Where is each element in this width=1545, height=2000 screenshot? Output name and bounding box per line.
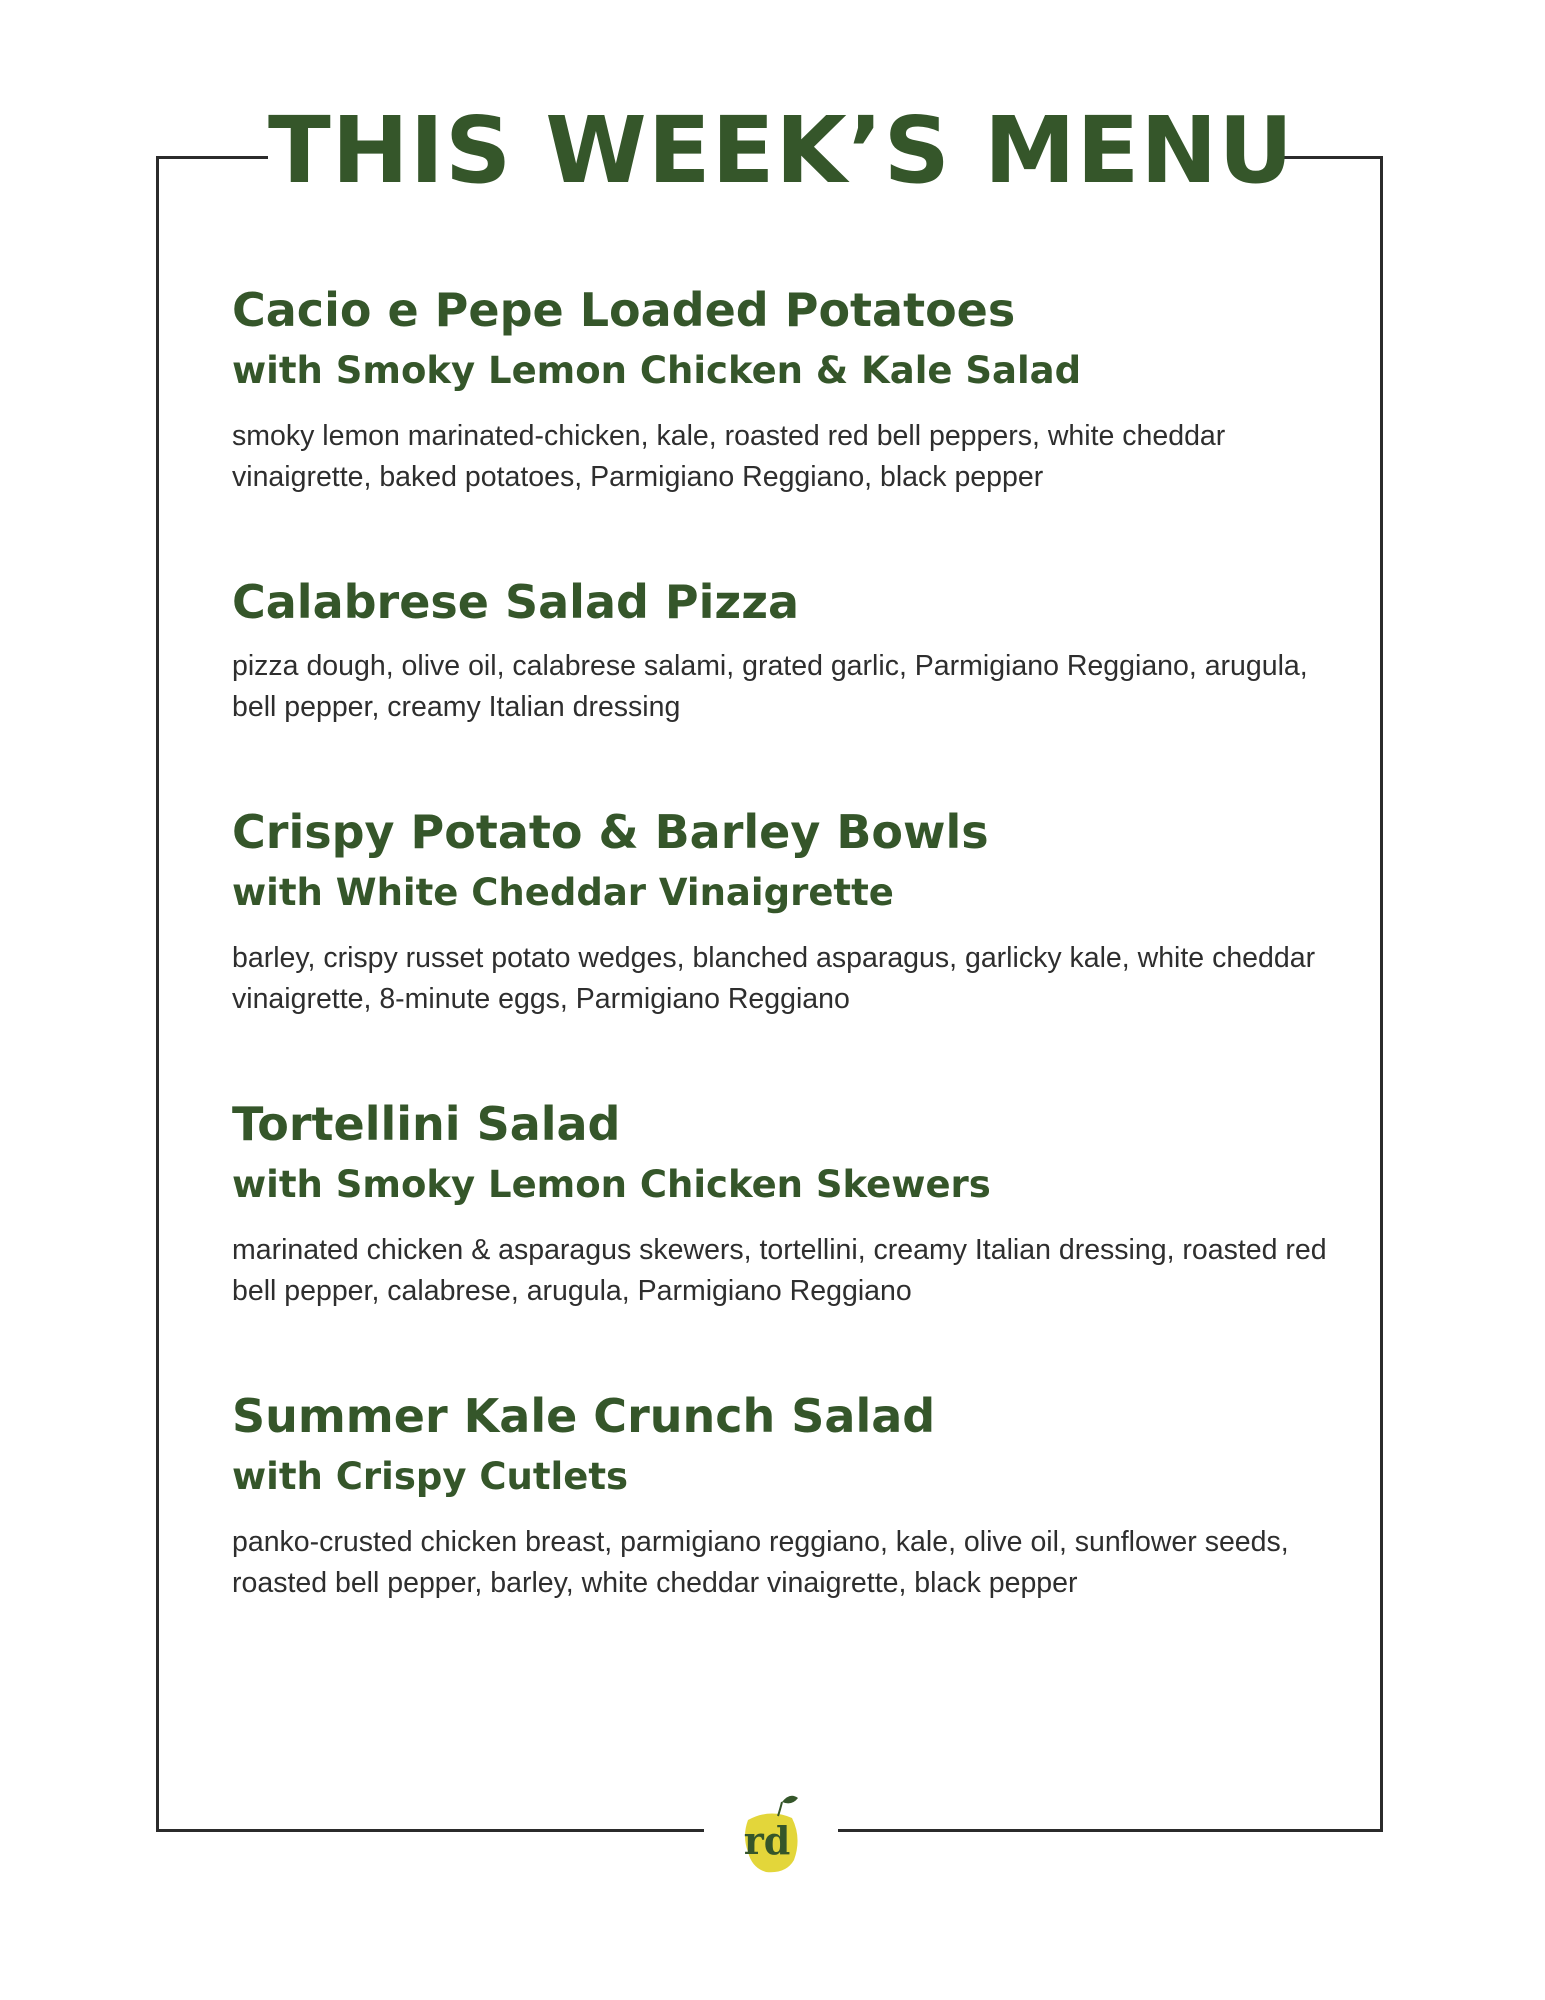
dish-name: Calabrese Salad Pizza (232, 575, 800, 629)
menu-item (232, 280, 1352, 498)
dish-subtitle: with Smoky Lemon Chicken & Kale Salad (232, 349, 1082, 392)
dish-subtitle: with Smoky Lemon Chicken Skewers (232, 1163, 991, 1206)
dish-subtitle: with White Cheddar Vinaigrette (232, 871, 894, 914)
logo-text: rd (743, 1818, 791, 1863)
dish-subtitle: with Crispy Cutlets (232, 1455, 629, 1498)
dish-description: smoky lemon marinated-chicken, kale, roasted red bell peppers, white cheddar vinaigrette, baked potatoes, Parmigiano Reggiano, black pepper (232, 420, 1226, 493)
dish-description: barley, crispy russet potato wedges, blanched asparagus, garlicky kale, white cheddar vinaigrette, 8-minute eggs, Parmigiano Reggiano (232, 942, 1316, 1015)
menu-item (232, 1094, 1352, 1312)
dish-description: pizza dough, olive oil, calabrese salami, grated garlic, Parmigiano Reggiano, arugula, bell pepper, creamy Italian dressing (232, 650, 1308, 723)
dish-name: Cacio e Pepe Loaded Potatoes (232, 283, 1016, 337)
page-title: THIS WEEK’S MENU (268, 97, 1295, 204)
menu-item (232, 802, 1352, 1020)
dish-name: Tortellini Salad (232, 1097, 621, 1151)
menu-list (232, 280, 1352, 1604)
menu-item (232, 1386, 1352, 1604)
dish-name: Crispy Potato & Barley Bowls (232, 805, 989, 859)
lemon-icon (730, 1790, 810, 1880)
dish-description: panko-crusted chicken breast, parmigiano reggiano, kale, olive oil, sunflower seeds, roasted bell pepper, barley, white cheddar vinaigrette, black pepper (232, 1526, 1289, 1599)
menu-item (232, 572, 1352, 728)
dish-name: Summer Kale Crunch Salad (232, 1389, 936, 1443)
dish-description: marinated chicken & asparagus skewers, tortellini, creamy Italian dressing, roasted red bell pepper, calabrese, arugula, Parmigiano Reggiano (232, 1234, 1327, 1307)
